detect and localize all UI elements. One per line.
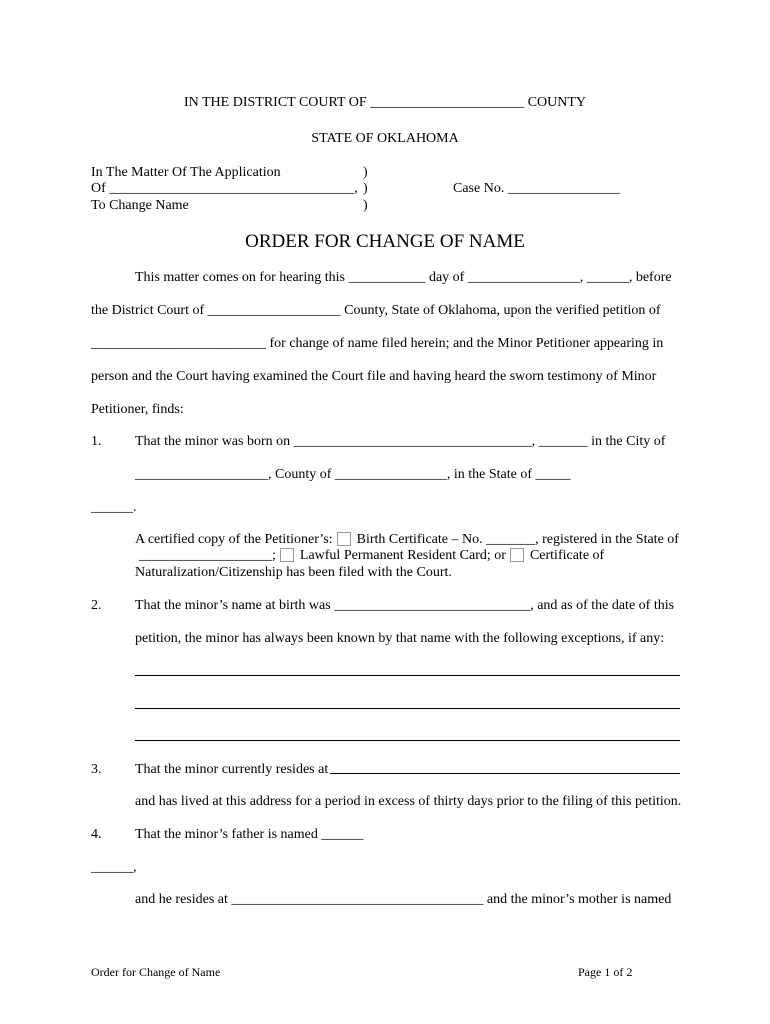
finding-4-line-2: ______, [91, 860, 137, 875]
intro-line-4: person and the Court having examined the Court file and having heard the sworn testimony of Minor [91, 369, 657, 384]
caption-line-1: In The Matter Of The Application [91, 165, 281, 180]
court-header: IN THE DISTRICT COURT OF ______________________ COUNTY [183, 95, 587, 110]
case-number: Case No. ________________ [453, 181, 620, 196]
finding-4-line-3: and he resides at ____________________________________ and the minor’s mother is named [135, 892, 672, 907]
exceptions-line-3[interactable] [135, 740, 680, 741]
exceptions-line-2[interactable] [135, 708, 680, 709]
state-blank: ___________________; [139, 548, 276, 563]
finding-1-number: 1. [91, 434, 102, 449]
intro-line-3: _________________________ for change of name filed herein; and the Minor Petitioner appearing in [91, 336, 664, 351]
finding-1-line-2: ___________________, County of ________________, in the State of _____ [135, 467, 571, 482]
naturalization-checkbox[interactable] [510, 548, 524, 562]
certified-intro: A certified copy of the Petitioner’s: [135, 532, 333, 547]
caption-line-2: Of ___________________________________, [91, 181, 358, 196]
birth-certificate-label: Birth Certificate – No. _______, registered in the State of [356, 532, 679, 547]
resident-card-label: Lawful Permanent Resident Card; or [299, 548, 506, 563]
finding-4-number: 4. [91, 827, 102, 842]
caption-line-3: To Change Name [91, 198, 189, 213]
finding-1-line-1: That the minor was born on __________________________________, _______ in the City of [135, 434, 666, 449]
certified-line-2 [139, 547, 604, 564]
finding-2-line-1: That the minor’s name at birth was ____________________________, and as of the date of this [135, 598, 675, 613]
document-title: ORDER FOR CHANGE OF NAME [245, 231, 525, 252]
finding-2-number: 2. [91, 598, 102, 613]
finding-3-number: 3. [91, 762, 102, 777]
resident-card-checkbox[interactable] [280, 548, 294, 562]
certified-line-1 [135, 531, 679, 548]
caption-paren-2: ) [363, 181, 368, 196]
intro-line-5: Petitioner, finds: [91, 402, 184, 417]
caption-paren-1: ) [363, 165, 368, 180]
naturalization-label: Certificate of [529, 548, 605, 563]
exceptions-line-1[interactable] [135, 675, 680, 676]
intro-line-2: the District Court of ___________________ County, State of Oklahoma, upon the verified petition of [91, 303, 661, 318]
page-number: Page 1 of 2 [578, 965, 633, 979]
finding-2-line-2: petition, the minor has always been known by that name with the following exceptions, if any: [135, 631, 665, 646]
intro-line-1: This matter comes on for hearing this ___________ day of ________________, ______, before [135, 270, 672, 285]
footer-title: Order for Change of Name [91, 965, 221, 979]
finding-1-line-3: ______. [91, 500, 137, 515]
birth-certificate-checkbox[interactable] [337, 532, 351, 546]
certified-line-3: Naturalization/Citizenship has been filed with the Court. [135, 565, 452, 580]
finding-4-line-1: That the minor’s father is named ______ [135, 827, 364, 842]
address-blank[interactable] [330, 773, 680, 774]
caption-paren-3: ) [363, 198, 368, 213]
finding-3-line-2: and has lived at this address for a period in excess of thirty days prior to the filing of this petition. [135, 794, 682, 809]
finding-3-line-1: That the minor currently resides at [135, 762, 329, 777]
state-header: STATE OF OKLAHOMA [311, 131, 459, 146]
